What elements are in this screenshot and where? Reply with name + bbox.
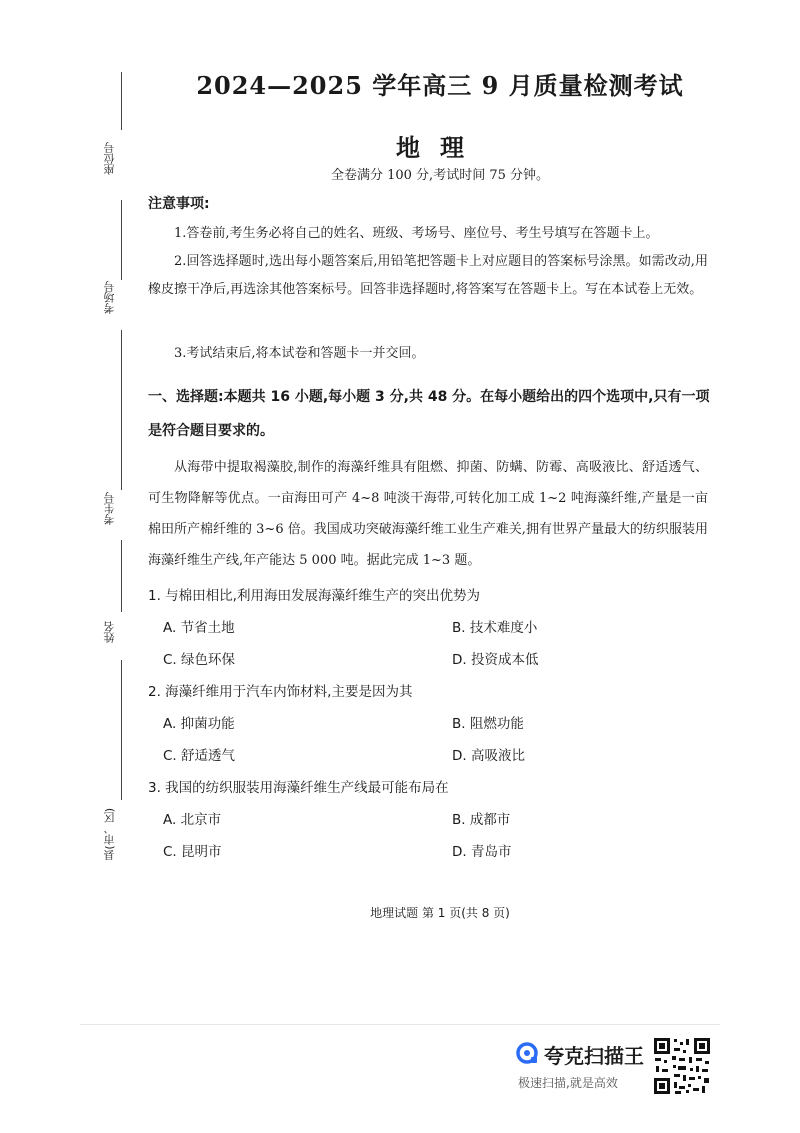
notice-item: 2.回答选择题时,选出每小题答案后,用铅笔把答题卡上对应题目的答案标号涂黑。如需改动,用橡皮擦干净后,再选涂其他答案标号。回答非选择题时,将答案写在答题卡上。写在本试卷上无效。: [148, 254, 708, 297]
option-b: B. 成都市: [452, 812, 511, 828]
option-c: C. 昆明市: [163, 844, 222, 860]
option-a: A. 北京市: [163, 812, 222, 828]
name-label: 姓名: [103, 621, 116, 643]
county-label: 县(市、区): [103, 808, 116, 861]
qr-code-icon: [652, 1036, 712, 1096]
option-c: C. 绿色环保: [163, 652, 236, 668]
brand-name: 夸克扫描王: [544, 1044, 644, 1068]
quark-logo-icon: [516, 1042, 538, 1064]
option-c: C. 舒适透气: [163, 748, 236, 764]
option-d: D. 青岛市: [452, 844, 512, 860]
option-a: A. 抑菌功能: [163, 716, 235, 732]
divider: [80, 1024, 720, 1025]
exam-title: 2024—2025 学年高三 9 月质量检测考试: [196, 71, 684, 100]
option-b: B. 技术难度小: [452, 620, 538, 636]
brand-slogan: 极速扫描,就是高效: [518, 1076, 618, 1090]
notice-item: 3.考试结束后,将本试卷和答题卡一并交回。: [174, 346, 425, 361]
notice-item: 1.答卷前,考生务必将自己的姓名、班级、考场号、座位号、考生号填写在答题卡上。: [174, 226, 659, 241]
binding-line: [121, 330, 122, 490]
option-a: A. 节省土地: [163, 620, 235, 636]
seat-label: 座位号: [103, 142, 116, 175]
binding-line: [121, 540, 122, 612]
binding-line: [121, 660, 122, 800]
option-d: D. 高吸液比: [452, 748, 525, 764]
score-info: 全卷满分 100 分,考试时间 75 分钟。: [330, 168, 550, 183]
notice-title: 注意事项:: [148, 196, 210, 212]
question-stem: 3. 我国的纺织服装用海藻纤维生产线最可能布局在: [148, 780, 449, 796]
option-d: D. 投资成本低: [452, 652, 539, 668]
room-label: 考场号: [103, 281, 116, 314]
scanner-brand: [516, 1040, 646, 1096]
subject-title: 地理: [396, 133, 484, 162]
question-stem: 1. 与棉田相比,利用海田发展海藻纤维生产的突出优势为: [148, 588, 480, 604]
option-b: B. 阻燃功能: [452, 716, 524, 732]
binding-line: [121, 200, 122, 280]
exam-number-label: 考生号: [103, 492, 116, 525]
question-stem: 2. 海藻纤维用于汽车内饰材料,主要是因为其: [148, 684, 413, 700]
reading-passage: 从海带中提取褐藻胶,制作的海藻纤维具有阻燃、抑菌、防螨、防霉、高吸液比、舒适透气、可生物降解等优点。一亩海田可产 4~8 吨淡干海带,可转化加工成 1~2 吨海藻纤维,产量是一亩棉田所产棉纤维的 3~6 倍。我国成功突破海藻纤维工业生产难关,拥有世界产量最大的纺织服装用海藻纤维生产线,年产能达 5 000 吨。据此完成 1~3 题。: [148, 460, 708, 568]
section-heading: 一、选择题:本题共 16 小题,每小题 3 分,共 48 分。在每小题给出的四个选项中,只有一项是符合题目要求的。: [148, 389, 710, 439]
page-footer: 地理试题 第 1 页(共 8 页): [370, 906, 510, 920]
binding-line: [121, 72, 122, 130]
